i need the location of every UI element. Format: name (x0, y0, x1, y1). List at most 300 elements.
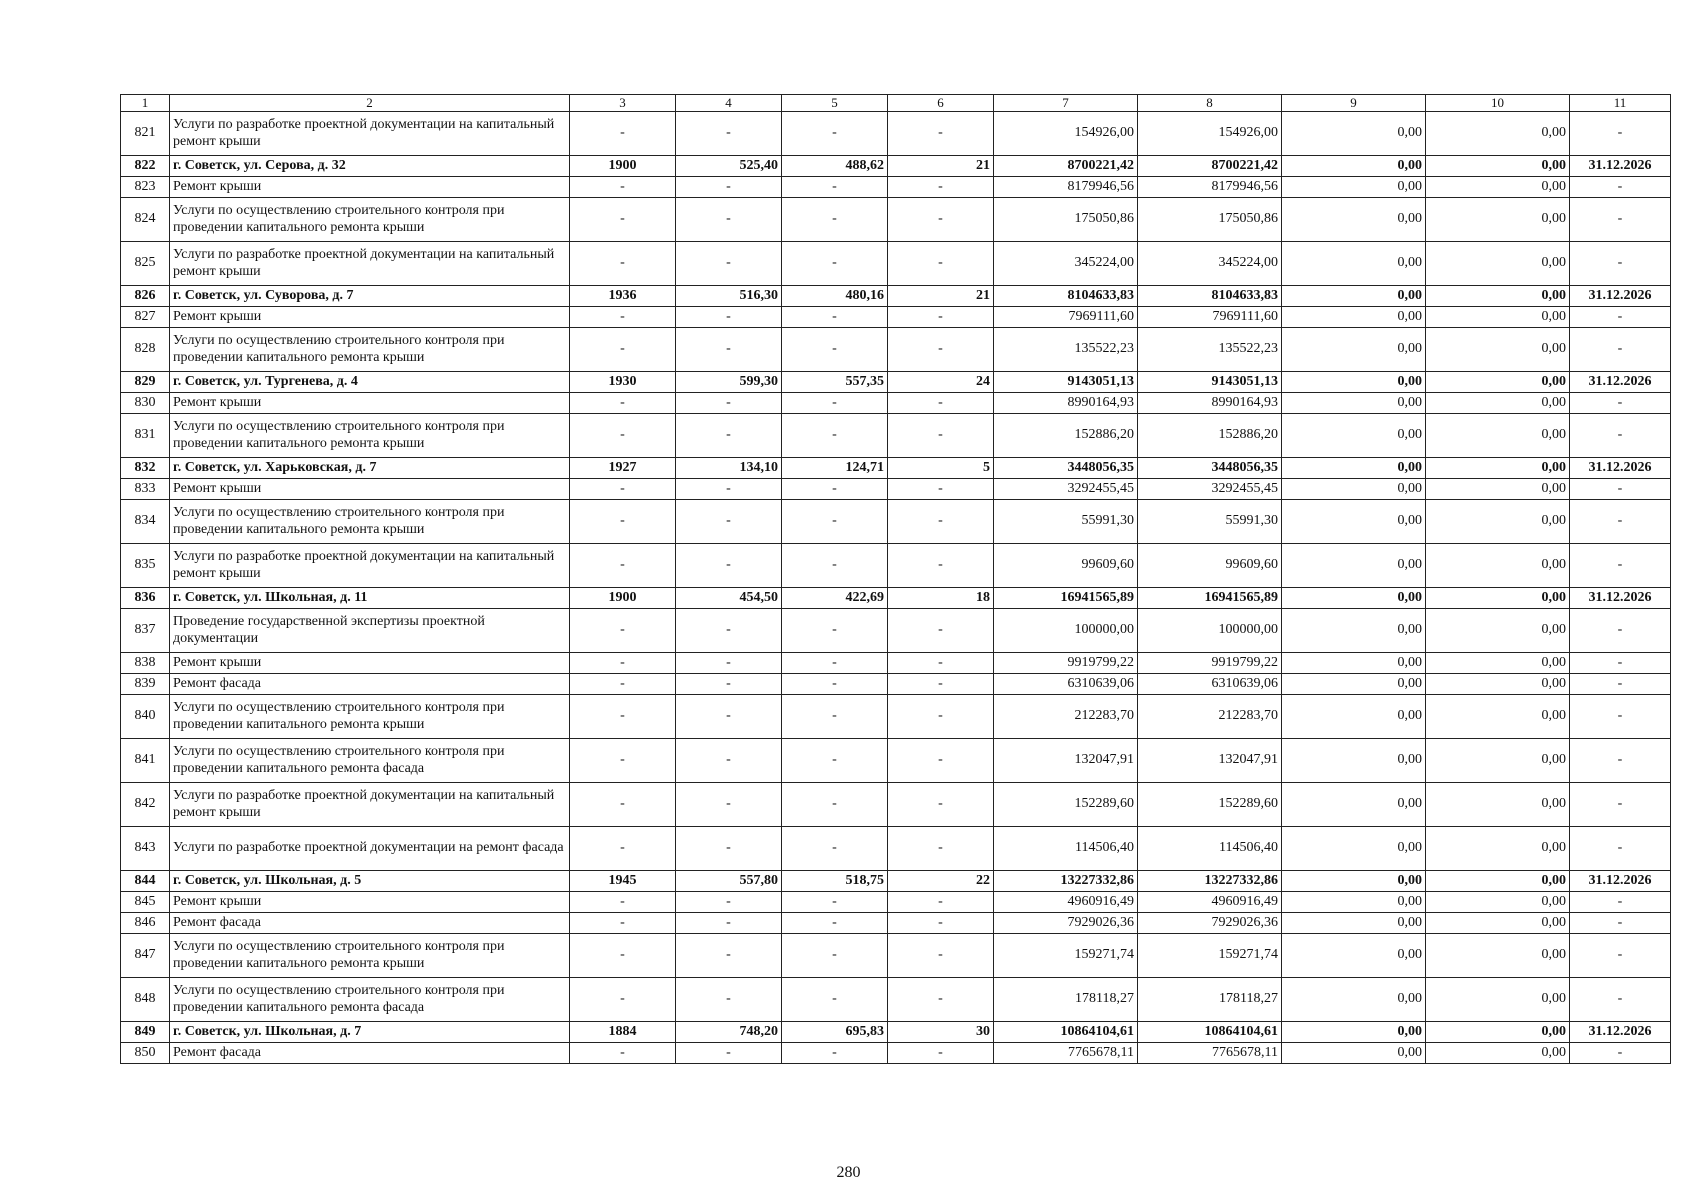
cell-cost-budget: 0,00 (1282, 198, 1426, 242)
cell-item-name: Ремонт крыши (170, 393, 570, 414)
cell-residents: 24 (888, 372, 994, 393)
cell-total-area: - (676, 500, 782, 544)
cell-cost-owners: 0,00 (1426, 783, 1570, 827)
cell-total-area: - (676, 609, 782, 653)
cell-cost-fund: 114506,40 (1138, 827, 1282, 871)
cell-year-built: - (570, 653, 676, 674)
cell-completion-date: 31.12.2026 (1570, 871, 1671, 892)
work-item-row (121, 934, 1671, 978)
cell-year-built: - (570, 328, 676, 372)
cell-year-built: - (570, 978, 676, 1022)
column-number-3: 3 (570, 95, 676, 112)
cell-item-name: Услуги по осуществлению строительного контроля при проведении капитального ремонта крыши (170, 934, 570, 978)
cell-completion-date: - (1570, 695, 1671, 739)
cell-total-cost: 159271,74 (994, 934, 1138, 978)
cell-residents: - (888, 414, 994, 458)
cell-total-area: - (676, 414, 782, 458)
cell-cost-owners: 0,00 (1426, 458, 1570, 479)
cell-cost-fund: 55991,30 (1138, 500, 1282, 544)
cell-row-number: 850 (121, 1043, 170, 1064)
cell-year-built: 1900 (570, 588, 676, 609)
cell-cost-fund: 132047,91 (1138, 739, 1282, 783)
cell-cost-fund: 8700221,42 (1138, 156, 1282, 177)
work-item-row (121, 827, 1671, 871)
cell-cost-fund: 175050,86 (1138, 198, 1282, 242)
column-number-7: 7 (994, 95, 1138, 112)
cell-cost-fund: 100000,00 (1138, 609, 1282, 653)
column-number-11: 11 (1570, 95, 1671, 112)
cell-cost-owners: 0,00 (1426, 609, 1570, 653)
work-item-row (121, 500, 1671, 544)
cell-row-number: 831 (121, 414, 170, 458)
cell-residents: - (888, 198, 994, 242)
column-number-9: 9 (1282, 95, 1426, 112)
cell-residents: - (888, 500, 994, 544)
cell-year-built: - (570, 544, 676, 588)
work-item-row (121, 1043, 1671, 1064)
address-row (121, 588, 1671, 609)
cell-cost-budget: 0,00 (1282, 892, 1426, 913)
cell-row-number: 845 (121, 892, 170, 913)
cell-residents: - (888, 783, 994, 827)
cell-completion-date: - (1570, 978, 1671, 1022)
cell-total-area: - (676, 328, 782, 372)
cell-residential-area: - (782, 1043, 888, 1064)
cell-residential-area: - (782, 177, 888, 198)
cell-cost-owners: 0,00 (1426, 286, 1570, 307)
cell-completion-date: - (1570, 934, 1671, 978)
cell-completion-date: - (1570, 739, 1671, 783)
cell-residents: 22 (888, 871, 994, 892)
cell-residential-area: - (782, 112, 888, 156)
cell-cost-budget: 0,00 (1282, 913, 1426, 934)
cell-total-area: - (676, 307, 782, 328)
cell-cost-budget: 0,00 (1282, 653, 1426, 674)
cell-total-cost: 212283,70 (994, 695, 1138, 739)
cell-residents: 21 (888, 286, 994, 307)
cell-item-name: Услуги по осуществлению строительного контроля при проведении капитального ремонта крыши (170, 198, 570, 242)
cell-year-built: - (570, 674, 676, 695)
cell-total-area: - (676, 892, 782, 913)
column-number-1: 1 (121, 95, 170, 112)
cell-total-cost: 7765678,11 (994, 1043, 1138, 1064)
cell-row-number: 825 (121, 242, 170, 286)
work-item-row (121, 674, 1671, 695)
cell-total-area: - (676, 198, 782, 242)
column-number-row (121, 95, 1671, 112)
cell-cost-budget: 0,00 (1282, 871, 1426, 892)
cell-cost-fund: 159271,74 (1138, 934, 1282, 978)
cell-item-name: Ремонт фасада (170, 1043, 570, 1064)
cell-cost-fund: 178118,27 (1138, 978, 1282, 1022)
cell-item-name: Проведение государственной экспертизы проектной документации (170, 609, 570, 653)
cell-row-number: 839 (121, 674, 170, 695)
cell-residential-area: - (782, 414, 888, 458)
cell-item-name: Ремонт крыши (170, 479, 570, 500)
cell-total-cost: 7969111,60 (994, 307, 1138, 328)
cell-cost-budget: 0,00 (1282, 328, 1426, 372)
cell-cost-budget: 0,00 (1282, 307, 1426, 328)
cell-cost-owners: 0,00 (1426, 414, 1570, 458)
cell-cost-fund: 9919799,22 (1138, 653, 1282, 674)
cell-completion-date: - (1570, 328, 1671, 372)
cell-residential-area: - (782, 242, 888, 286)
cell-total-area: 599,30 (676, 372, 782, 393)
cell-row-number: 823 (121, 177, 170, 198)
cell-cost-owners: 0,00 (1426, 544, 1570, 588)
cell-cost-fund: 135522,23 (1138, 328, 1282, 372)
cell-total-cost: 175050,86 (994, 198, 1138, 242)
cell-total-area: - (676, 393, 782, 414)
column-number-6: 6 (888, 95, 994, 112)
cell-row-number: 832 (121, 458, 170, 479)
cell-total-area: - (676, 827, 782, 871)
cell-row-number: 833 (121, 479, 170, 500)
cell-total-cost: 8700221,42 (994, 156, 1138, 177)
cell-year-built: 1884 (570, 1022, 676, 1043)
cell-cost-fund: 7765678,11 (1138, 1043, 1282, 1064)
cell-item-name: г. Советск, ул. Школьная, д. 11 (170, 588, 570, 609)
cell-residents: - (888, 913, 994, 934)
work-item-row (121, 242, 1671, 286)
cell-total-area: - (676, 242, 782, 286)
cell-residential-area: - (782, 674, 888, 695)
work-item-row (121, 414, 1671, 458)
cell-cost-owners: 0,00 (1426, 198, 1570, 242)
cell-cost-fund: 8990164,93 (1138, 393, 1282, 414)
cell-cost-budget: 0,00 (1282, 783, 1426, 827)
cell-item-name: Ремонт крыши (170, 307, 570, 328)
cell-cost-owners: 0,00 (1426, 242, 1570, 286)
cell-cost-budget: 0,00 (1282, 458, 1426, 479)
cell-residents: - (888, 674, 994, 695)
work-item-row (121, 328, 1671, 372)
cell-total-cost: 16941565,89 (994, 588, 1138, 609)
cell-cost-owners: 0,00 (1426, 871, 1570, 892)
cell-residents: - (888, 1043, 994, 1064)
cell-year-built: - (570, 112, 676, 156)
cell-residential-area: 518,75 (782, 871, 888, 892)
cell-item-name: г. Советск, ул. Харьковская, д. 7 (170, 458, 570, 479)
cell-cost-owners: 0,00 (1426, 112, 1570, 156)
cell-completion-date: - (1570, 674, 1671, 695)
address-row (121, 458, 1671, 479)
cell-year-built: 1900 (570, 156, 676, 177)
cell-completion-date: 31.12.2026 (1570, 286, 1671, 307)
cell-total-cost: 8104633,83 (994, 286, 1138, 307)
cell-completion-date: 31.12.2026 (1570, 588, 1671, 609)
cell-cost-budget: 0,00 (1282, 1022, 1426, 1043)
cell-cost-fund: 345224,00 (1138, 242, 1282, 286)
cell-residents: - (888, 328, 994, 372)
cell-row-number: 848 (121, 978, 170, 1022)
cell-cost-budget: 0,00 (1282, 414, 1426, 458)
cell-residents: - (888, 177, 994, 198)
work-item-row (121, 198, 1671, 242)
work-item-row (121, 544, 1671, 588)
work-item-row (121, 653, 1671, 674)
cell-total-cost: 132047,91 (994, 739, 1138, 783)
cell-row-number: 847 (121, 934, 170, 978)
cell-residential-area: - (782, 978, 888, 1022)
cell-total-area: 454,50 (676, 588, 782, 609)
cell-residential-area: - (782, 479, 888, 500)
cell-item-name: Услуги по разработке проектной документации на капитальный ремонт крыши (170, 242, 570, 286)
cell-cost-owners: 0,00 (1426, 588, 1570, 609)
cell-cost-budget: 0,00 (1282, 242, 1426, 286)
cell-row-number: 834 (121, 500, 170, 544)
cell-total-cost: 8990164,93 (994, 393, 1138, 414)
cell-total-cost: 345224,00 (994, 242, 1138, 286)
cell-cost-fund: 3292455,45 (1138, 479, 1282, 500)
cell-total-cost: 9143051,13 (994, 372, 1138, 393)
cell-residential-area: - (782, 500, 888, 544)
cell-completion-date: - (1570, 500, 1671, 544)
cell-completion-date: - (1570, 913, 1671, 934)
work-item-row (121, 479, 1671, 500)
cell-total-area: - (676, 112, 782, 156)
cell-year-built: - (570, 393, 676, 414)
work-item-row (121, 892, 1671, 913)
cell-cost-budget: 0,00 (1282, 177, 1426, 198)
cell-cost-fund: 99609,60 (1138, 544, 1282, 588)
cell-residential-area: - (782, 328, 888, 372)
cell-completion-date: 31.12.2026 (1570, 372, 1671, 393)
cell-cost-owners: 0,00 (1426, 328, 1570, 372)
cell-item-name: Услуги по осуществлению строительного контроля при проведении капитального ремонта крыши (170, 328, 570, 372)
cell-year-built: 1945 (570, 871, 676, 892)
cell-total-cost: 3448056,35 (994, 458, 1138, 479)
cell-residential-area: - (782, 393, 888, 414)
cell-residents: - (888, 112, 994, 156)
cell-cost-fund: 212283,70 (1138, 695, 1282, 739)
cell-total-cost: 7929026,36 (994, 913, 1138, 934)
work-item-row (121, 177, 1671, 198)
cell-row-number: 846 (121, 913, 170, 934)
cell-cost-fund: 9143051,13 (1138, 372, 1282, 393)
page-number: 280 (836, 1164, 861, 1181)
cell-item-name: г. Советск, ул. Школьная, д. 7 (170, 1022, 570, 1043)
cell-cost-budget: 0,00 (1282, 393, 1426, 414)
cell-completion-date: 31.12.2026 (1570, 1022, 1671, 1043)
cell-total-area: - (676, 177, 782, 198)
cell-item-name: Ремонт крыши (170, 892, 570, 913)
capital-repair-table (120, 94, 1671, 1064)
cell-total-cost: 178118,27 (994, 978, 1138, 1022)
cell-cost-budget: 0,00 (1282, 827, 1426, 871)
cell-residential-area: - (782, 783, 888, 827)
cell-residents: - (888, 393, 994, 414)
cell-row-number: 827 (121, 307, 170, 328)
cell-cost-fund: 4960916,49 (1138, 892, 1282, 913)
work-item-row (121, 783, 1671, 827)
cell-residents: 18 (888, 588, 994, 609)
cell-completion-date: - (1570, 112, 1671, 156)
cell-cost-fund: 10864104,61 (1138, 1022, 1282, 1043)
cell-residents: - (888, 739, 994, 783)
cell-cost-budget: 0,00 (1282, 112, 1426, 156)
cell-residents: - (888, 934, 994, 978)
cell-row-number: 821 (121, 112, 170, 156)
cell-cost-owners: 0,00 (1426, 913, 1570, 934)
cell-row-number: 840 (121, 695, 170, 739)
cell-completion-date: - (1570, 242, 1671, 286)
cell-row-number: 836 (121, 588, 170, 609)
cell-item-name: г. Советск, ул. Серова, д. 32 (170, 156, 570, 177)
cell-completion-date: - (1570, 307, 1671, 328)
cell-cost-fund: 7969111,60 (1138, 307, 1282, 328)
cell-residents: 5 (888, 458, 994, 479)
cell-residential-area: 488,62 (782, 156, 888, 177)
cell-cost-budget: 0,00 (1282, 609, 1426, 653)
cell-year-built: - (570, 783, 676, 827)
cell-residents: - (888, 827, 994, 871)
cell-completion-date: - (1570, 177, 1671, 198)
table-body (121, 95, 1671, 1064)
work-item-row (121, 112, 1671, 156)
cell-completion-date: 31.12.2026 (1570, 156, 1671, 177)
cell-cost-fund: 8179946,56 (1138, 177, 1282, 198)
cell-year-built: - (570, 695, 676, 739)
cell-row-number: 824 (121, 198, 170, 242)
cell-completion-date: - (1570, 827, 1671, 871)
cell-cost-owners: 0,00 (1426, 674, 1570, 695)
cell-year-built: - (570, 609, 676, 653)
cell-total-area: 525,40 (676, 156, 782, 177)
cell-residents: - (888, 653, 994, 674)
cell-total-cost: 3292455,45 (994, 479, 1138, 500)
cell-row-number: 822 (121, 156, 170, 177)
cell-residential-area: 422,69 (782, 588, 888, 609)
cell-row-number: 841 (121, 739, 170, 783)
cell-year-built: - (570, 934, 676, 978)
cell-cost-owners: 0,00 (1426, 934, 1570, 978)
cell-completion-date: - (1570, 544, 1671, 588)
cell-item-name: г. Советск, ул. Тургенева, д. 4 (170, 372, 570, 393)
cell-item-name: Ремонт крыши (170, 653, 570, 674)
cell-total-cost: 100000,00 (994, 609, 1138, 653)
cell-total-cost: 55991,30 (994, 500, 1138, 544)
cell-residential-area: - (782, 307, 888, 328)
cell-residential-area: - (782, 198, 888, 242)
cell-residential-area: 480,16 (782, 286, 888, 307)
cell-cost-fund: 7929026,36 (1138, 913, 1282, 934)
cell-cost-fund: 154926,00 (1138, 112, 1282, 156)
cell-total-cost: 10864104,61 (994, 1022, 1138, 1043)
cell-total-area: - (676, 1043, 782, 1064)
cell-completion-date: - (1570, 414, 1671, 458)
cell-residents: - (888, 695, 994, 739)
cell-total-area: - (676, 479, 782, 500)
cell-completion-date: - (1570, 198, 1671, 242)
cell-completion-date: - (1570, 783, 1671, 827)
cell-total-cost: 99609,60 (994, 544, 1138, 588)
cell-completion-date: - (1570, 479, 1671, 500)
column-number-5: 5 (782, 95, 888, 112)
cell-completion-date: - (1570, 1043, 1671, 1064)
work-item-row (121, 978, 1671, 1022)
cell-cost-owners: 0,00 (1426, 307, 1570, 328)
cell-cost-owners: 0,00 (1426, 978, 1570, 1022)
cell-residents: - (888, 479, 994, 500)
cell-cost-fund: 152886,20 (1138, 414, 1282, 458)
cell-row-number: 842 (121, 783, 170, 827)
cell-year-built: 1936 (570, 286, 676, 307)
cell-cost-budget: 0,00 (1282, 978, 1426, 1022)
cell-total-area: - (676, 934, 782, 978)
cell-cost-owners: 0,00 (1426, 393, 1570, 414)
work-item-row (121, 739, 1671, 783)
cell-item-name: Услуги по осуществлению строительного контроля при проведении капитального ремонта фасада (170, 978, 570, 1022)
cell-cost-fund: 8104633,83 (1138, 286, 1282, 307)
cell-year-built: 1930 (570, 372, 676, 393)
cell-residential-area: 557,35 (782, 372, 888, 393)
cell-cost-fund: 6310639,06 (1138, 674, 1282, 695)
cell-cost-budget: 0,00 (1282, 286, 1426, 307)
cell-residential-area: - (782, 913, 888, 934)
cell-row-number: 838 (121, 653, 170, 674)
cell-cost-budget: 0,00 (1282, 739, 1426, 783)
cell-residential-area: - (782, 934, 888, 978)
cell-completion-date: - (1570, 609, 1671, 653)
cell-year-built: - (570, 307, 676, 328)
column-number-10: 10 (1426, 95, 1570, 112)
cell-cost-fund: 13227332,86 (1138, 871, 1282, 892)
cell-year-built: - (570, 827, 676, 871)
cell-total-area: - (676, 739, 782, 783)
cell-total-area: 516,30 (676, 286, 782, 307)
cell-residential-area: 695,83 (782, 1022, 888, 1043)
cell-total-area: 134,10 (676, 458, 782, 479)
cell-total-cost: 114506,40 (994, 827, 1138, 871)
cell-cost-budget: 0,00 (1282, 695, 1426, 739)
cell-year-built: - (570, 177, 676, 198)
cell-residents: - (888, 892, 994, 913)
cell-item-name: Услуги по разработке проектной документации на капитальный ремонт крыши (170, 112, 570, 156)
cell-year-built: - (570, 198, 676, 242)
cell-row-number: 837 (121, 609, 170, 653)
cell-completion-date: 31.12.2026 (1570, 458, 1671, 479)
address-row (121, 871, 1671, 892)
cell-row-number: 828 (121, 328, 170, 372)
address-row (121, 156, 1671, 177)
cell-item-name: Услуги по осуществлению строительного контроля при проведении капитального ремонта крыши (170, 414, 570, 458)
cell-year-built: - (570, 913, 676, 934)
cell-cost-owners: 0,00 (1426, 1022, 1570, 1043)
cell-cost-owners: 0,00 (1426, 156, 1570, 177)
column-number-2: 2 (170, 95, 570, 112)
cell-total-area: - (676, 544, 782, 588)
column-number-8: 8 (1138, 95, 1282, 112)
cell-residential-area: - (782, 544, 888, 588)
cell-completion-date: - (1570, 892, 1671, 913)
cell-residents: - (888, 544, 994, 588)
cell-total-cost: 9919799,22 (994, 653, 1138, 674)
cell-row-number: 826 (121, 286, 170, 307)
cell-residential-area: - (782, 892, 888, 913)
cell-year-built: - (570, 242, 676, 286)
address-row (121, 1022, 1671, 1043)
cell-total-area: - (676, 978, 782, 1022)
cell-residents: - (888, 307, 994, 328)
cell-cost-budget: 0,00 (1282, 372, 1426, 393)
cell-row-number: 835 (121, 544, 170, 588)
cell-cost-owners: 0,00 (1426, 827, 1570, 871)
cell-cost-budget: 0,00 (1282, 156, 1426, 177)
address-row (121, 372, 1671, 393)
cell-cost-budget: 0,00 (1282, 674, 1426, 695)
work-item-row (121, 913, 1671, 934)
